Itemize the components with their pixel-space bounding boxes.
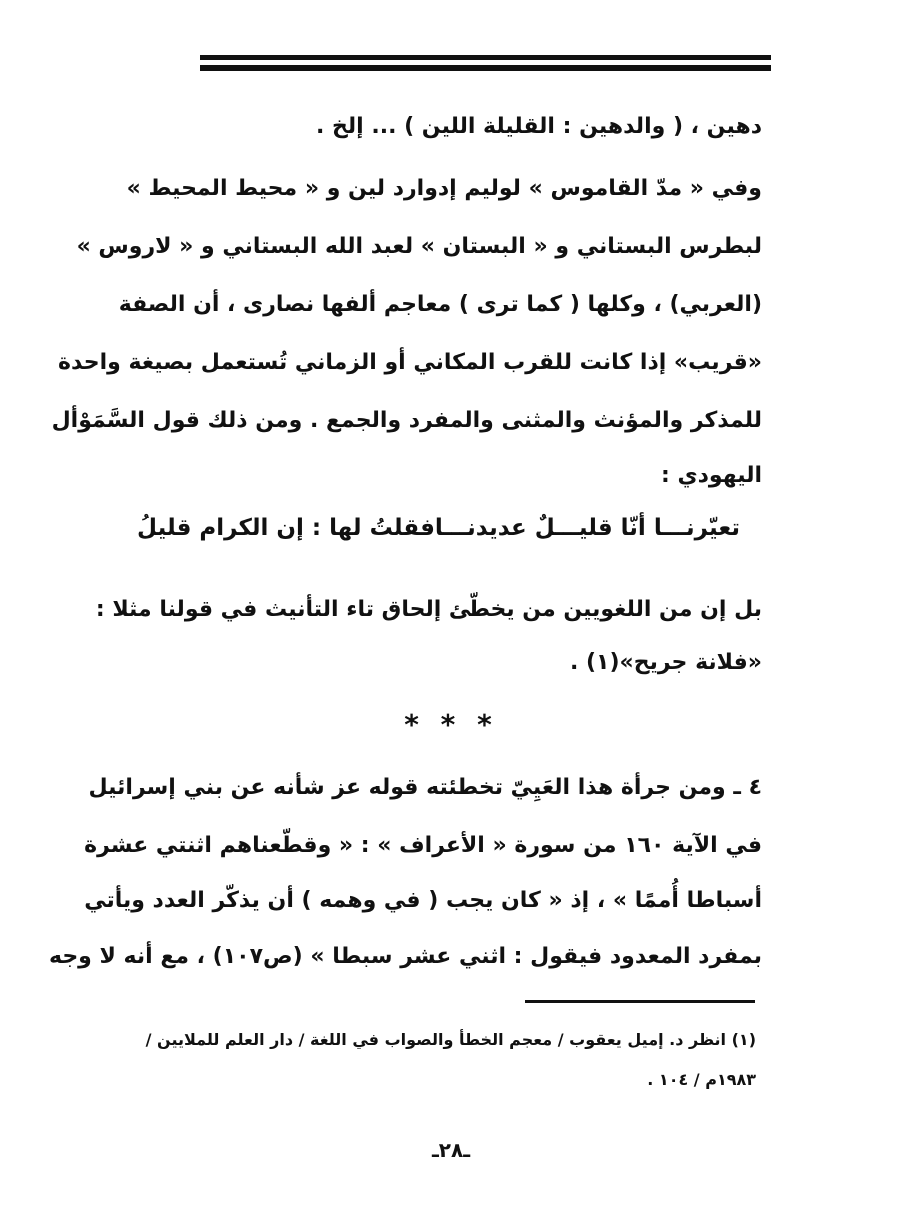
paragraph-2-line-1: وفي « مدّ القاموس » لوليم إدوارد لين و « محيط المحيط » [126,176,762,201]
paragraph-3-line-2: «فلانة جريح»(١) . [569,650,762,675]
paragraph-2-line-3: (العربي) ، وكلها ( كما ترى ) معاجم ألفها نصارى ، أن الصفة [118,292,762,317]
paragraph-2-line-5: للمذكر والمؤنث والمثنى والمفرد والجمع . ومن ذلك قول السَّمَوْأل [51,408,762,433]
paragraph-4-line-1: ٤ ـ ومن جرأة هذا العَيِيّ تخطئته قوله عز شأنه عن بني إسرائيل [88,775,762,800]
poem-verse [137,515,740,541]
paragraph-4-line-4: بمفرد المعدود فيقول : اثني عشر سبطا » (ص١٠٧) ، مع أنه لا وجه [48,944,762,969]
paragraph-3-line-1: بل إن من اللغويين من يخطّئ إلحاق تاء التأنيث في قولنا مثلا : [95,597,762,622]
footnote-rule [525,1000,755,1003]
poem-hemistich-first: تعيّرنـــا أنّا قليـــلٌ عديدنـــا [434,515,740,541]
footnote-line-1: (١) انظر د. إميل يعقوب / معجم الخطأ والصواب في اللغة / دار العلم للملايين / [145,1030,756,1049]
paragraph-1-line-1: دهين ، ( والدهين : القليلة اللين ) ... إلخ . [316,114,762,139]
footnote-line-2: ١٩٨٣م / ١٠٤ . [647,1070,756,1089]
paragraph-2-line-2: لبطرس البستاني و « البستان » لعبد الله البستاني و « لاروس » [76,234,762,259]
paragraph-4-line-3: أسباطا أُممًا » ، إذ « كان يجب ( في وهمه ) أن يذكّر العدد ويأتي [84,888,762,913]
header-rule-thick [200,55,771,60]
page-number: ـ٢٨ـ [431,1138,471,1162]
header-rule-thin [200,65,771,71]
paragraph-2-line-6: اليهودي : [660,463,762,488]
paragraph-2-line-4: «قريب» إذا كانت للقرب المكاني أو الزماني تُستعمل بصيغة واحدة [58,350,762,375]
paragraph-4-line-2: في الآية ١٦٠ من سورة « الأعراف » : « وقطّعناهم اثنتي عشرة [84,833,762,858]
poem-hemistich-second: فقلتُ لها : إن الكرام قليلُ [137,515,435,541]
section-separator: * * * [404,708,498,741]
